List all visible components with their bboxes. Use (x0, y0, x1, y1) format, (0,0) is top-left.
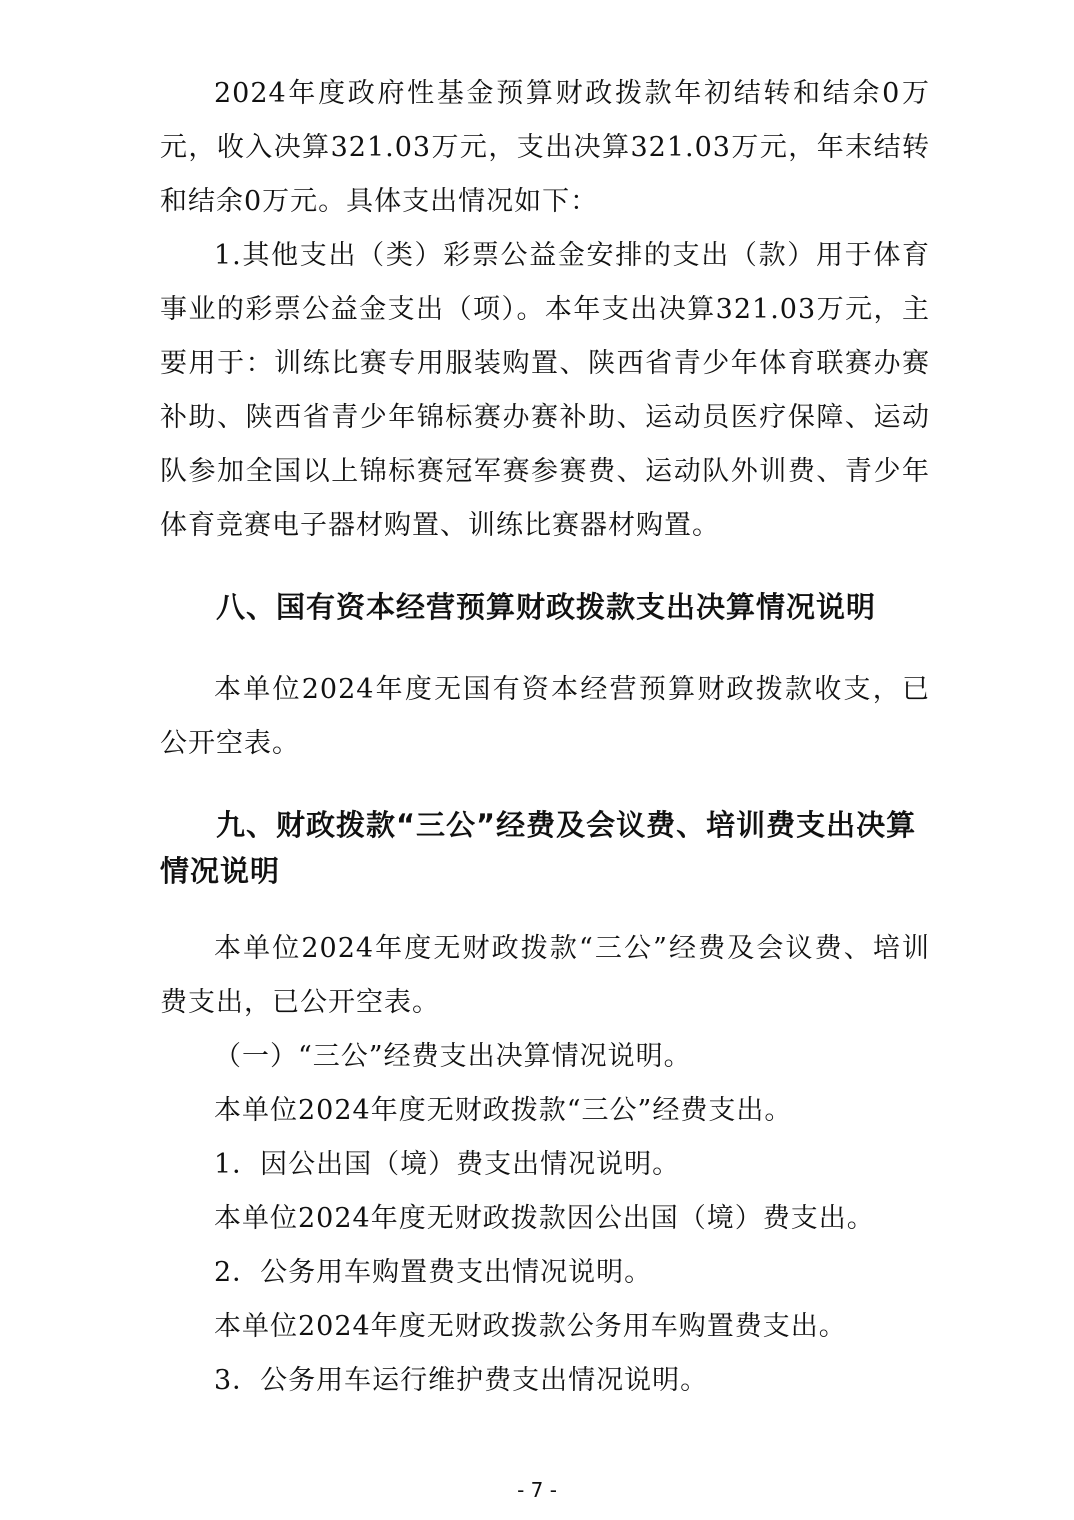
section8-body: 本单位2024年度无国有资本经营预算财政拨款收支，已公开空表。 (160, 674, 930, 759)
item2-body: 本单位2024年度无财政拨款公务用车购置费支出。 (214, 1311, 847, 1342)
gov-fund-intro-paragraph: 2024年度政府性基金预算财政拨款年初结转和结余0万元，收入决算321.03万元，支出决算321.03万元，年末结转和结余0万元。具体支出情况如下： (160, 78, 930, 217)
sub1-body: 本单位2024年度无财政拨款“三公”经费支出。 (214, 1095, 793, 1126)
section8-heading: 八、国有资本经营预算财政拨款支出决算情况说明 (216, 590, 877, 624)
item3-title: 3．公务用车运行维护费支出情况说明。 (214, 1365, 709, 1396)
page-number: - 7 - (517, 1478, 557, 1502)
sub1-title: （一）“三公”经费支出决算情况说明。 (214, 1041, 692, 1072)
item2-title: 2．公务用车购置费支出情况说明。 (214, 1257, 653, 1288)
gov-fund-item1-paragraph: 1.其他支出（类）彩票公益金安排的支出（款）用于体育事业的彩票公益金支出（项）。本年支出决算321.03万元，主要用于：训练比赛专用服装购置、陕西省青少年体育联赛办赛补助、陕西省青少年锦标赛办赛补助、运动员医疗保障、运动队参加全国以上锦标赛冠军赛参赛费、运动队外训费、青少年体育竞赛电子器材购置、训练比赛器材购置。 (160, 240, 930, 541)
item1-body: 本单位2024年度无财政拨款因公出国（境）费支出。 (214, 1203, 875, 1234)
item1-title: 1．因公出国（境）费支出情况说明。 (214, 1149, 681, 1180)
section9-body: 本单位2024年度无财政拨款“三公”经费及会议费、培训费支出，已公开空表。 (160, 933, 930, 1018)
section9-heading: 九、财政拨款“三公”经费及会议费、培训费支出决算情况说明 (160, 808, 917, 888)
